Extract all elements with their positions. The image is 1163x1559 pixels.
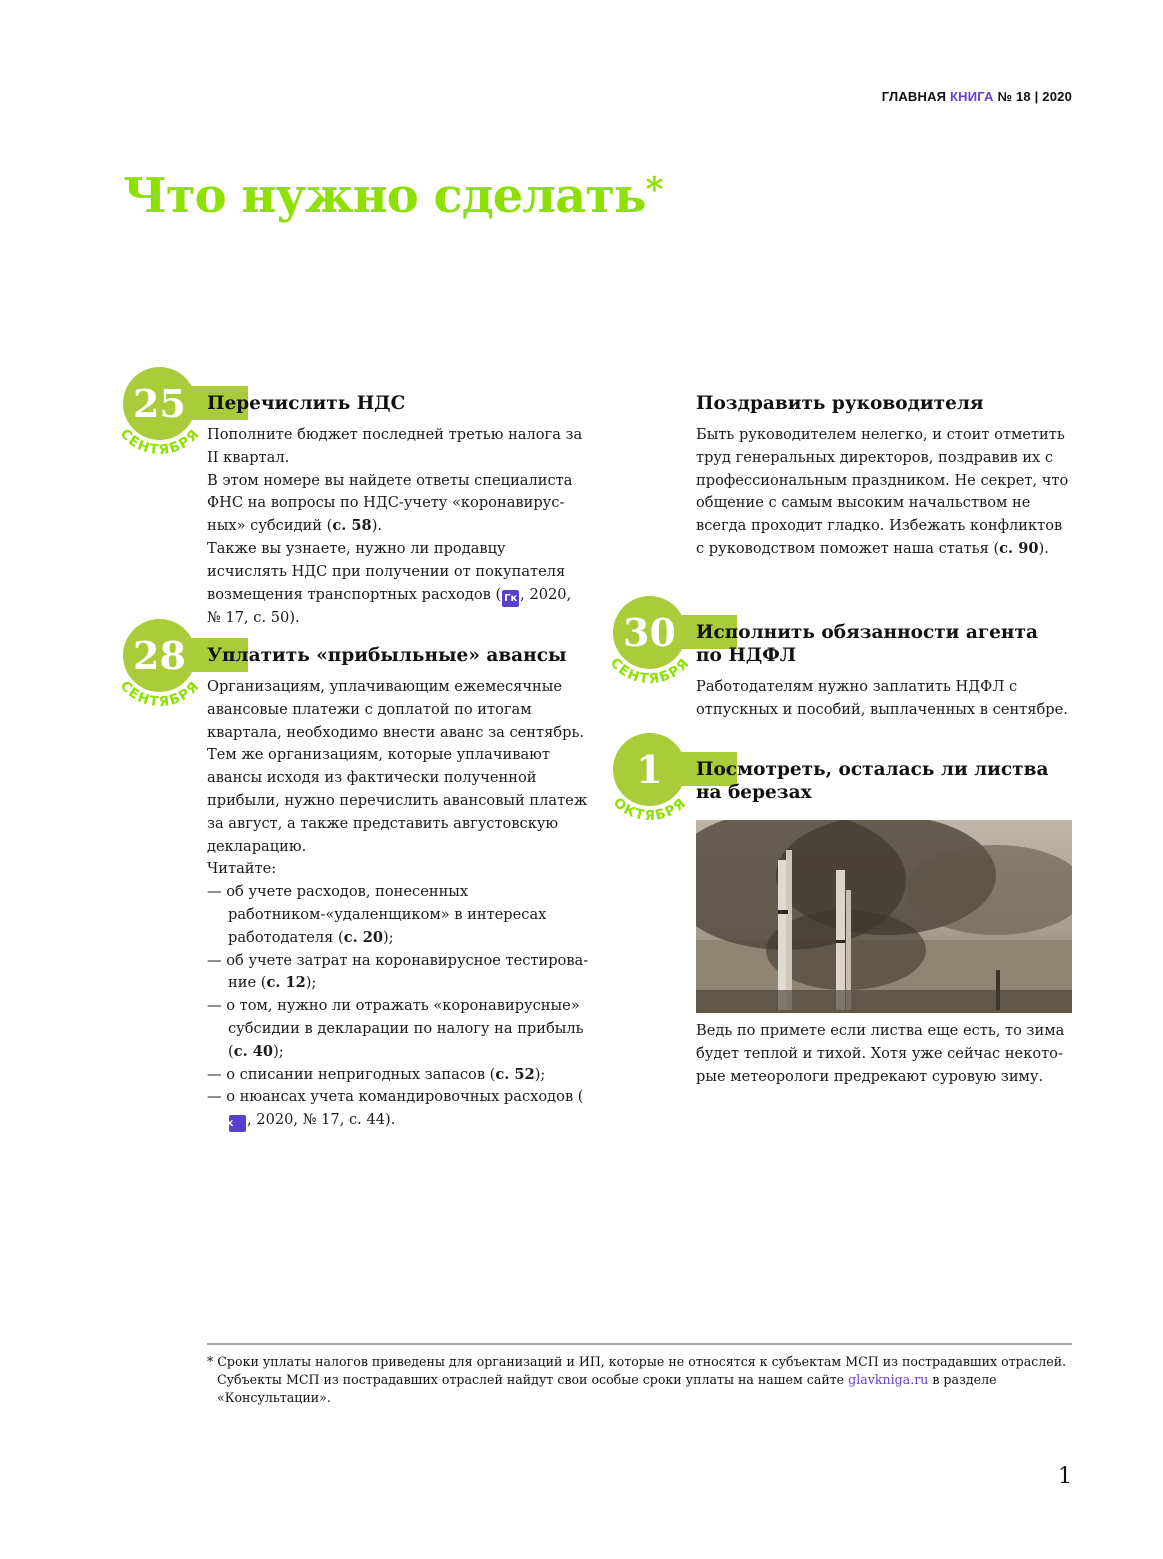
title-asterisk: * <box>645 170 663 210</box>
event-title: Исполнить обязанности агента по НДФЛ <box>696 622 1038 666</box>
footnote-divider <box>207 1343 1072 1345</box>
page-ref: с. 90 <box>999 539 1039 557</box>
date-month-arc <box>595 578 705 688</box>
magazine-logo-icon: Гк <box>502 590 519 607</box>
masthead <box>882 89 1072 104</box>
paragraph: Организациям, уплачивающим ежемесячные авансовые платежи с доплатой по итогам квартала, необходимо внести аванс за сентябрь. <box>207 678 585 741</box>
event-title: Перечислить НДС <box>207 393 406 414</box>
date-day: 25 <box>133 381 186 426</box>
date-month-arc <box>105 601 215 711</box>
svg-text:СЕНТЯБРЯ: СЕНТЯБРЯ <box>116 425 204 459</box>
page-ref: с. 52 <box>495 1065 535 1083</box>
list-item: — о том, нужно ли отражать «коронавирусные» субсидии в декларации по налогу на прибыль (с. 40); <box>207 997 584 1060</box>
paragraph: В этом номере вы найдете ответы специалиста ФНС на вопросы по НДС-учету «коронавирусных» субсидий (с. 58). <box>207 471 573 535</box>
svg-text:СЕНТЯБРЯ: СЕНТЯБРЯ <box>606 654 694 688</box>
svg-text:СЕНТЯБРЯ: СЕНТЯБРЯ <box>116 677 204 711</box>
paragraph: Ведь по примете если листва еще есть, то зима будет теплой и тихой. Хотя уже сейчас некоторые метеорологи предрекают суровую зиму. <box>696 1022 1065 1085</box>
paragraph: Пополните бюджет последней третью налога за II квартал. <box>207 426 583 466</box>
page-number: 1 <box>1058 1464 1072 1489</box>
date-day: 28 <box>133 633 186 678</box>
event-body <box>696 676 1076 722</box>
issue-number: № 18 | 2020 <box>997 89 1072 104</box>
list-item: — о нюансах учета командировочных расходов (Гк , 2020, № 17, с. 44). <box>207 1086 592 1132</box>
event-body <box>207 676 592 1132</box>
footnote-line: Субъекты МСП из пострадавших отраслей найдут свои особые сроки уплаты на нашем сайте glavkniga.ru в разделе <box>217 1372 997 1387</box>
event-body <box>207 424 587 629</box>
page-ref: с. 12 <box>266 974 306 992</box>
paragraph: Также вы узнаете, нужно ли продавцу исчислять НДС при получении от покупателя возмещения транспортных расходов ( Гк , 2020, № 17, с. 50). <box>207 539 572 626</box>
event-title: Посмотреть, осталась ли листва на березах <box>696 759 1049 803</box>
magazine-logo-icon: Гк <box>229 1115 246 1132</box>
footnote <box>207 1353 1077 1407</box>
brand-b: КНИГА <box>950 89 994 104</box>
photo-caption <box>696 1020 1076 1088</box>
event-body <box>696 424 1074 561</box>
birch-trees-photo <box>696 820 1072 1013</box>
footnote-line: «Консультации». <box>217 1390 331 1405</box>
list-item: — о списании непригодных запасов (с. 52); <box>207 1065 546 1083</box>
page-title: Что нужно сделать* <box>123 168 663 224</box>
date-month-arc <box>105 349 215 459</box>
site-link[interactable]: glavkniga.ru <box>848 1372 929 1387</box>
date-day: 30 <box>623 610 676 655</box>
date-month-arc <box>595 715 705 825</box>
footnote-line: * Сроки уплаты налогов приведены для организаций и ИП, которые не относятся к субъектам МСП из пострадавших отраслей. <box>207 1354 1067 1369</box>
paragraph: Работодателям нужно заплатить НДФЛ с отпускных и пособий, выплаченных в сентябре. <box>696 678 1068 718</box>
brand-a: ГЛАВНАЯ <box>881 89 947 104</box>
svg-text:ОКТЯБРЯ: ОКТЯБРЯ <box>610 794 690 825</box>
paragraph: Читайте: <box>207 860 277 878</box>
event-title: Поздравить руководителя <box>696 393 984 414</box>
list-item: — об учете расходов, понесенных работником-«удаленщиком» в интересах работодателя (с. 20); <box>207 883 547 946</box>
paragraph: Быть руководителем нелегко, и стоит отметить труд генеральных директоров, поздравив их с профессиональным праздником. Не секрет, что общение с самым высоким начальством не всегда проходит гладко. Избежать конфликтов с руководством поможет наша статья (с. 90). <box>696 426 1069 557</box>
page-ref: с. 40 <box>233 1042 274 1060</box>
paragraph: Тем же организациям, которые уплачивают авансы исходя из фактически полученной прибыли, нужно перечислить авансовый платеж за август, а также представить августовскую декларацию. <box>207 746 588 855</box>
list-item: — об учете затрат на коронавирусное тестирование (с. 12); <box>207 951 589 992</box>
event-title: Уплатить «прибыльные» авансы <box>207 645 567 666</box>
page-ref: с. 58 <box>332 517 372 535</box>
page-ref: с. 20 <box>343 928 384 946</box>
date-day: 1 <box>636 747 663 792</box>
